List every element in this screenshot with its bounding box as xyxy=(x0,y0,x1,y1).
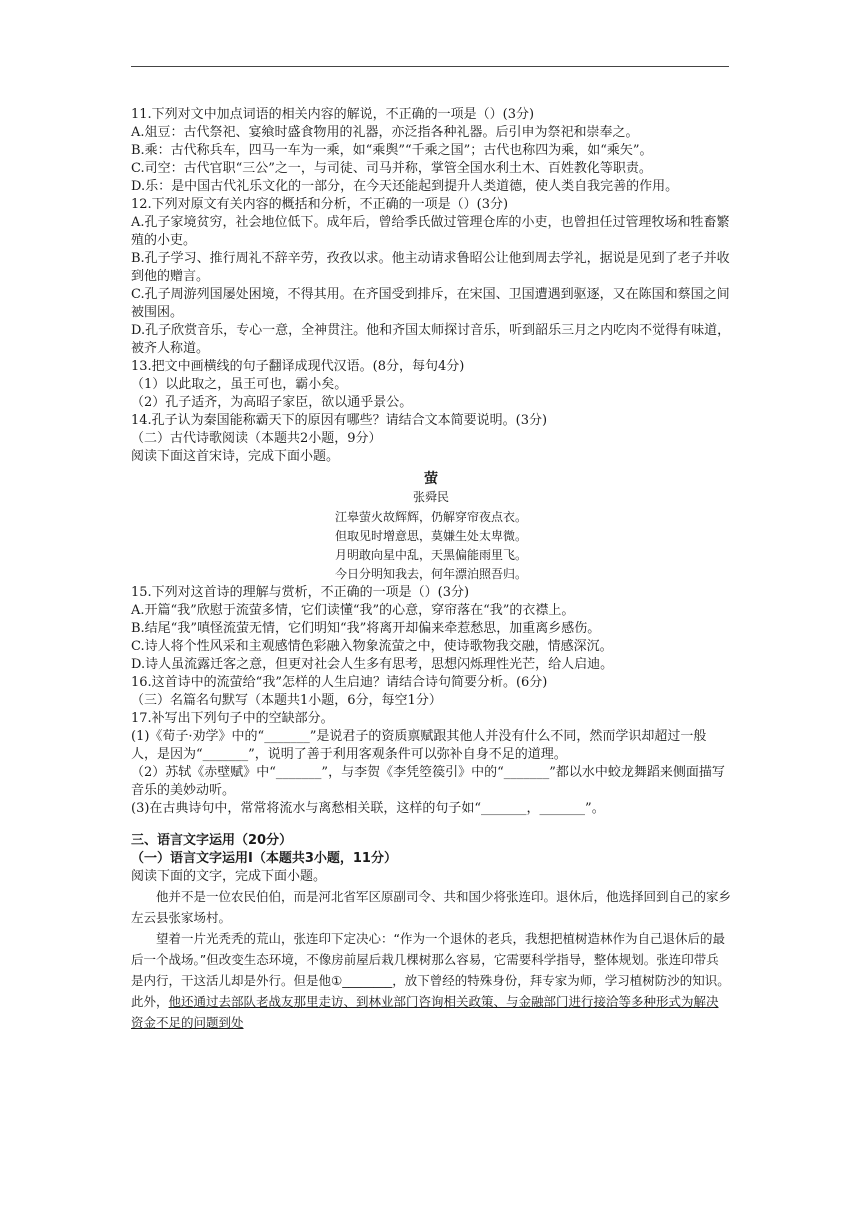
poem-line: 江皋萤火故辉辉，仍解穿帘夜点衣。 xyxy=(334,510,527,524)
q17-stem: 17.补写出下列句子中的空缺部分。 xyxy=(131,711,334,726)
q16-stem: 16.这首诗中的流萤给“我”怎样的人生启迪？请结合诗句简要分析。(6分) xyxy=(131,675,548,690)
q12-option-c: C.孔子周游列国屡处困境，不得其用。在齐国受到排斥，在宋国、卫国遭遇到驱逐，又在陈国和蔡国之间被围困。 xyxy=(131,287,730,320)
poem-line: 但取见时增意思，莫嫌生处太卑微。 xyxy=(334,529,527,543)
poem-intro: 阅读下面这首宋诗，完成下面小题。 xyxy=(131,449,340,464)
q12-option-d: D.孔子欣赏音乐，专心一意，全神贯注。他和齐国太师探讨音乐，听到韶乐三月之内吃肉不觉得有味道，被齐人称道。 xyxy=(131,323,731,356)
passage-text: 望着一片光秃秃的荒山，张连印下定决心：“作为一个退休的老兵，我想把植树造林作为自己退休后的最后一个战场。”但改变生态环境，不像房前屋后栽几棵树那么容易，它需要科学指导，整体规划。张连印带兵是内行，干这活儿却是外行。但是他①________，放下曾经的特殊身份，拜专家为师，学习植树防沙的知识。此外， xyxy=(131,931,730,1009)
q17-item-1: (1)《荀子·劝学》中的“_______”是说君子的资质禀赋跟其他人并没有什么不同，然而学识却超过一般人，是因为“_______”，说明了善于利用客观条件可以弥补自身不足的道理。 xyxy=(131,729,707,762)
q17-item-2: （2）苏轼《赤壁赋》中“_______”，与李贺《李凭箜篌引》中的“_______”都以水中蛟龙舞蹈来侧面描写音乐的美妙动听。 xyxy=(131,765,725,798)
q11-option-d: D.乐：是中国古代礼乐文化的一部分，在今天还能起到提升人类道德，使人类自我完善的作用。 xyxy=(131,179,679,194)
q15-option-d: D.诗人虽流露迁客之意，但更对社会人生多有思考，思想闪烁理性光芒，给人启迪。 xyxy=(131,657,614,672)
q12-stem: 12.下列对原文有关内容的概括和分析，不正确的一项是（）(3分) xyxy=(131,197,509,212)
underlined-sentence: 他还通过去部队老战友那里走访、到林业部门咨询相关政策、与金融部门进行接洽等多种形式为解决资金不足的问题到处 xyxy=(131,994,719,1030)
part2-header: （二）古代诗歌阅读（本题共2小题，9分） xyxy=(131,431,382,446)
part3-header: （三）名篇名句默写（本题共1小题，6分，每空1分） xyxy=(131,693,442,708)
poem-block xyxy=(131,470,731,584)
q15-option-b: B.结尾“我”嗔怪流萤无情，它们明知“我”将离开却偏来牵惹愁思，加重离乡感伤。 xyxy=(131,621,601,636)
exam-page xyxy=(131,106,731,1033)
q15-option-a: A.开篇“我”欣慰于流萤多情，它们读懂“我”的心意，穿帘落在“我”的衣襟上。 xyxy=(131,603,575,618)
q11-option-b: B.乘：古代称兵车，四马一车为一乘，如“乘舆”“千乘之国”；古代也称四为乘，如“乘矢”。 xyxy=(131,143,653,158)
q17-item-3: (3)在古典诗句中，常常将流水与离愁相关联，这样的句子如“_______，_______”。 xyxy=(131,801,605,816)
section3-subtitle: （一）语言文字运用Ⅰ（本题共3小题，11分） xyxy=(131,851,397,866)
q12-option-a: A.孔子家境贫穷，社会地位低下。成年后，曾给季氏做过管理仓库的小吏，也曾担任过管理牧场和牲畜繁殖的小吏。 xyxy=(131,215,730,248)
q13-sentence-2: （2）孔子适齐，为高昭子家臣，欲以通乎景公。 xyxy=(131,395,413,410)
q13-sentence-1: （1）以此取之，虽王可也，霸小矣。 xyxy=(131,377,348,392)
section-spacer xyxy=(131,818,731,832)
passage-paragraph-2 xyxy=(131,928,731,1033)
poem-line: 今日分明知我去，何年漂泊照吾归。 xyxy=(334,567,527,581)
q13-stem: 13.把文中画横线的句子翻译成现代汉语。(8分，每句4分) xyxy=(131,359,465,374)
q12-option-b: B.孔子学习、推行周礼不辞辛劳，孜孜以求。他主动请求鲁昭公让他到周去学礼，据说是见到了老子并收到他的赠言。 xyxy=(131,251,730,284)
q11-option-c: C.司空：古代官职“三公”之一，与司徒、司马并称，掌管全国水利土木、百姓教化等职责。 xyxy=(131,161,652,176)
q14-stem: 14.孔子认为秦国能称霸天下的原因有哪些？请结合文本简要说明。(3分) xyxy=(131,413,548,428)
poem-author: 张舜民 xyxy=(412,490,449,504)
poem-line: 月明敢向星中乱，天黑偏能雨里飞。 xyxy=(334,548,527,562)
poem-title: 萤 xyxy=(424,471,438,487)
passage-paragraph-1: 他并不是一位农民伯伯，而是河北省军区原副司令、共和国少将张连印。退休后，他选择回到自己的家乡左云县张家场村。 xyxy=(131,889,732,925)
header-rule xyxy=(131,66,729,67)
q15-option-c: C.诗人将个性风采和主观感情色彩融入物象流萤之中，使诗歌物我交融，情感深沉。 xyxy=(131,639,613,654)
section3-intro: 阅读下面的文字，完成下面小题。 xyxy=(131,869,327,884)
q15-stem: 15.下列对这首诗的理解与赏析，不正确的一项是（）(3分) xyxy=(131,585,470,600)
q11-option-a: A.俎豆：古代祭祀、宴飨时盛食物用的礼器，亦泛指各种礼器。后引申为祭祀和崇奉之。 xyxy=(131,125,639,140)
q11-stem: 11.下列对文中加点词语的相关内容的解说，不正确的一项是（）(3分) xyxy=(131,107,535,122)
section3-title: 三、语言文字运用（20分） xyxy=(131,833,293,848)
